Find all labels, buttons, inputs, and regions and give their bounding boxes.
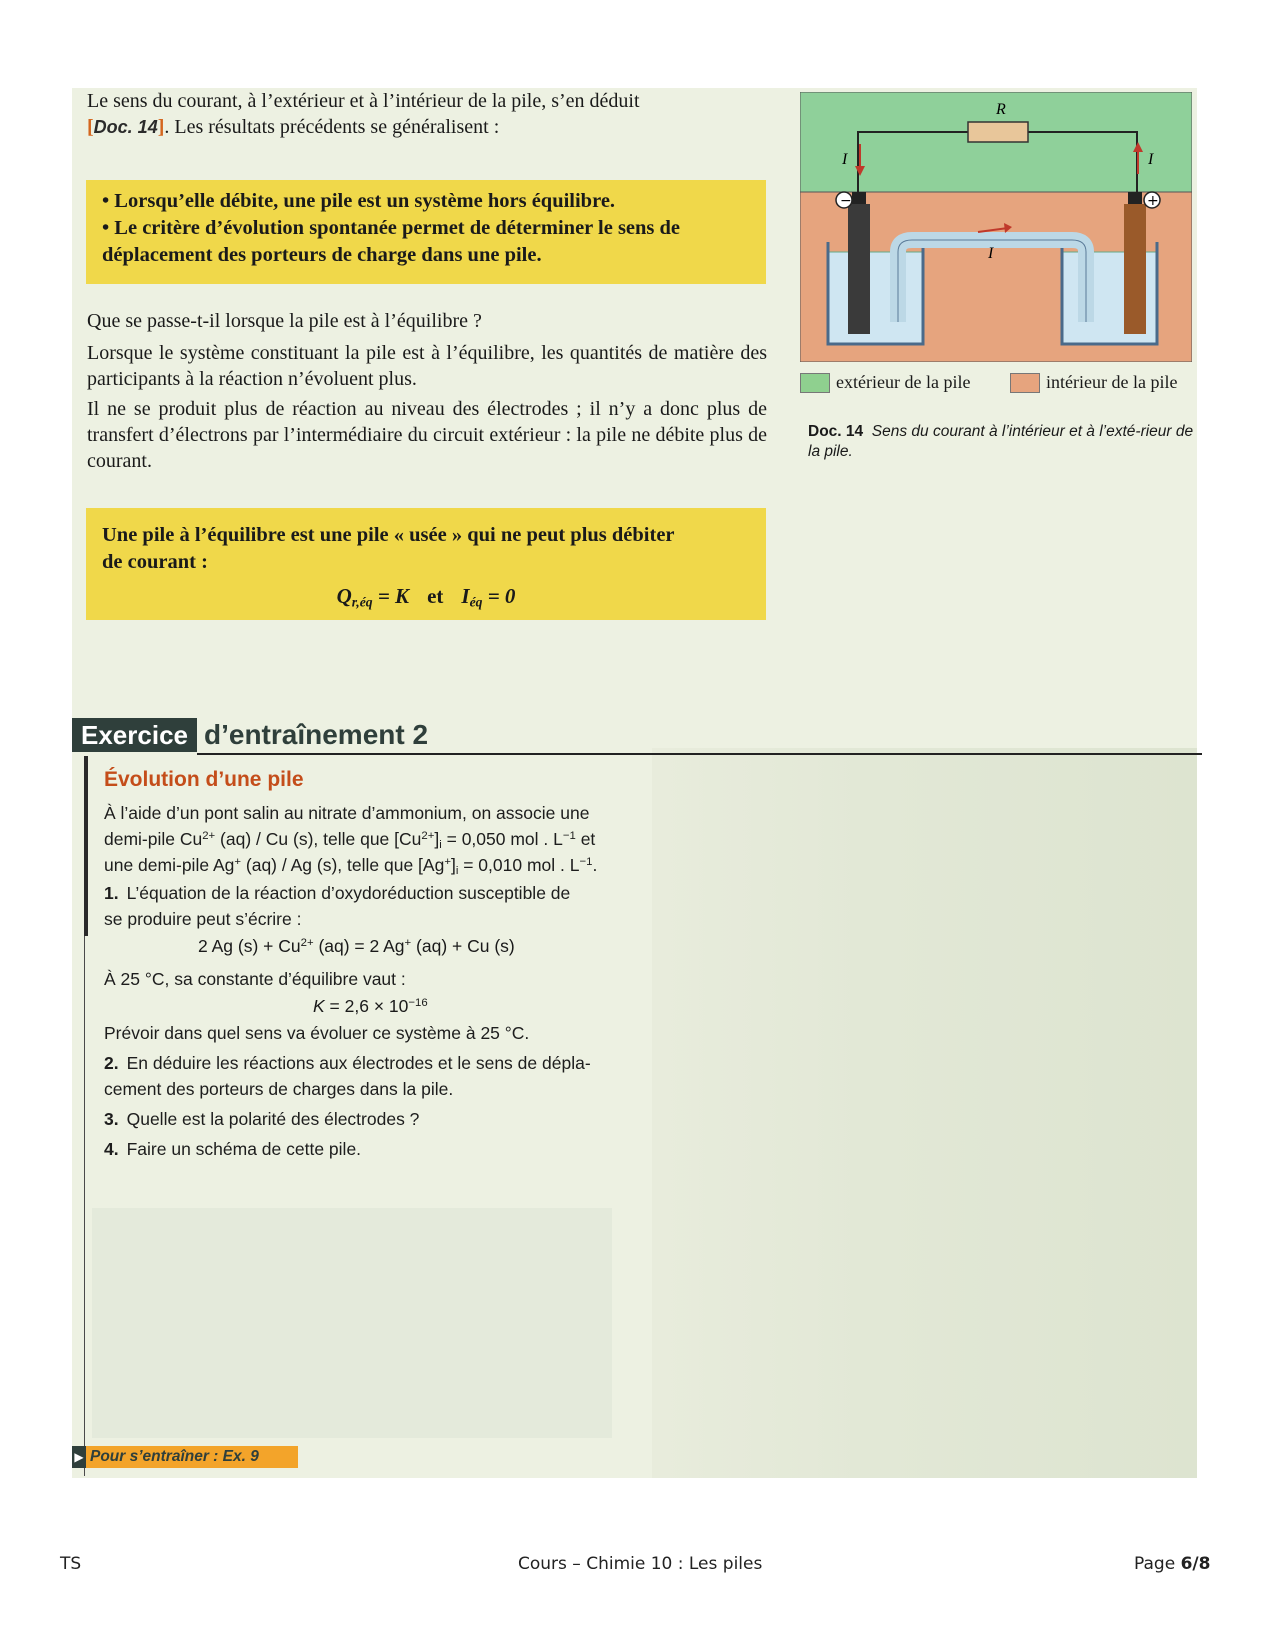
header-rule [197, 753, 1202, 755]
caption-text: Sens du courant à l’intérieur et à l’exté-rieur de la pile. [808, 423, 1194, 460]
page-number: 6/8 [1180, 1554, 1211, 1574]
key-point-line: déplacement des porteurs de charge dans une pile. [102, 244, 542, 266]
electrode-negative [848, 204, 870, 334]
exercise-intro [104, 800, 644, 878]
reaction-equation [198, 936, 515, 957]
explanation-paragraph: Il ne se produit plus de réaction au niveau des électrodes ; il n’y a donc plus de transfert d’électrons par l’intermédiaire du circuit extérieur : la pile ne débite plus de courant. [87, 398, 767, 472]
charge: 2+ [202, 829, 216, 842]
question-text: L’équation de la réaction d’oxydoréduction susceptible de [126, 883, 571, 903]
caption-doc-label: Doc. 14 [808, 423, 864, 440]
current-label: I [1148, 151, 1154, 168]
eq-part: 2 Ag (s) + Cu [198, 936, 301, 956]
charge: 2+ [300, 936, 314, 949]
text: (aq) / Ag (s), telle que [Ag [241, 855, 445, 875]
subscript: i [439, 838, 442, 851]
legend-exterior [800, 372, 970, 393]
text: . [592, 855, 598, 875]
current-label: I [842, 151, 848, 168]
text: demi-pile Cu [104, 829, 203, 849]
question-text: En déduire les réactions aux électrodes et le sens de dépla- [126, 1053, 591, 1073]
footer-page [1134, 1554, 1210, 1574]
text: = 0,010 mol . L [458, 855, 580, 875]
text: = 0,050 mol . L [441, 829, 563, 849]
subscript: i [455, 864, 459, 877]
question-text: Quelle est la polarité des électrodes ? [126, 1109, 420, 1129]
conjunction: et [427, 584, 444, 608]
exponent: −1 [579, 855, 593, 868]
current-label: I [988, 245, 994, 262]
clip [1128, 192, 1142, 204]
legend-interior [1010, 372, 1177, 393]
legend-swatch [800, 373, 830, 393]
exercise-sidebar-thin [84, 936, 85, 1476]
text: ] [450, 855, 456, 875]
figure-caption [808, 422, 1198, 462]
bleed-through-area [652, 748, 1197, 1478]
exercise-line [104, 826, 644, 852]
cell-diagram [800, 92, 1192, 362]
exercise-title: d’entraînement 2 [204, 719, 429, 750]
exercise-header [72, 718, 1202, 754]
key-point-box [86, 180, 766, 284]
question-4 [104, 1136, 644, 1162]
question-text: Faire un schéma de cette pile. [126, 1139, 362, 1159]
q-symbol: Q [336, 584, 352, 608]
legend-swatch [1010, 373, 1040, 393]
exercise-sidebar [84, 756, 88, 936]
key-point-line: • Le critère d’évolution spontanée permet de déterminer le sens de [102, 217, 681, 239]
charge: 2+ [421, 829, 435, 842]
eq-part: (aq) + Cu (s) [411, 936, 515, 956]
practice-label: Pour s’entraîner : Ex. 9 [90, 1448, 259, 1465]
text: (aq) / Cu (s), telle que [Cu [215, 829, 422, 849]
intro-line: . Les résultats précédents se généralisent : [164, 116, 500, 138]
i-symbol: I [461, 584, 470, 608]
question-text: cement des porteurs de charges dans la pile. [104, 1079, 454, 1099]
equilibrium-formula [86, 584, 766, 609]
minus-sign: − [840, 193, 852, 209]
resistor [968, 122, 1028, 142]
question-number: 1. [104, 883, 119, 903]
intro-line: Le sens du courant, à l’extérieur et à l’intérieur de la pile, s’en déduit [87, 90, 640, 112]
question-text: se produire peut s’écrire : [104, 909, 302, 929]
key-point-line: • Lorsqu’elle débite, une pile est un système hors équilibre. [102, 190, 616, 212]
charge: + [404, 936, 412, 949]
section-question: Que se passe-t-il lorsque la pile est à l’équilibre ? [87, 310, 482, 332]
beaker-left [828, 252, 923, 344]
page-prefix: Page [1134, 1554, 1181, 1574]
constant-intro: À 25 °C, sa constante d’équilibre vaut : [104, 969, 406, 989]
q-subscript: r,éq [351, 594, 373, 610]
plus-sign: + [1147, 193, 1159, 209]
charge: + [234, 855, 242, 868]
equilibrium-box [86, 508, 766, 620]
question-number: 3. [104, 1109, 119, 1129]
doc-ref-bracket: [ [87, 116, 94, 138]
exponent: −1 [562, 829, 576, 842]
text: et [575, 829, 596, 849]
explanation-paragraph: Lorsque le système constituant la pile est à l’équilibre, les quantités de matière des participants à la réaction n’évoluent plus. [87, 342, 767, 390]
zero-term: = 0 [482, 584, 516, 608]
k-term: = K [372, 584, 410, 608]
chevron-right-icon: ▶ [72, 1446, 86, 1468]
doc-ref-bracket: ] [157, 116, 165, 138]
legend-label: extérieur de la pile [836, 372, 971, 392]
question-2 [104, 1050, 644, 1102]
equilibrium-constant [313, 996, 428, 1017]
exercise-tag: Exercice [72, 718, 197, 752]
resistor-label: R [996, 101, 1006, 118]
exercise-line [104, 852, 644, 878]
text: ] [434, 829, 440, 849]
charge: + [444, 855, 451, 868]
eq-part: (aq) = 2 Ag [313, 936, 405, 956]
i-subscript: éq [469, 594, 483, 610]
question-1 [104, 880, 644, 932]
k-value: = 2,6 × 10 [324, 996, 409, 1016]
footer-left: TS [60, 1554, 82, 1574]
question-number: 4. [104, 1139, 119, 1159]
electrode-positive [1124, 204, 1146, 334]
k-symbol: K [313, 996, 325, 1016]
exercise-line: À l’aide d’un pont salin au nitrate d’ammonium, on associe une [104, 803, 590, 823]
text: une demi-pile Ag [104, 855, 235, 875]
practice-link[interactable] [72, 1446, 298, 1468]
legend-label: intérieur de la pile [1046, 372, 1178, 392]
exercise-subtitle: Évolution d’une pile [104, 768, 304, 791]
clip [852, 192, 866, 204]
intro-paragraph [87, 88, 767, 140]
equilibrium-line: Une pile à l’équilibre est une pile « usée » qui ne peut plus débiter [102, 524, 675, 546]
question-number: 2. [104, 1053, 119, 1073]
footer-center: Cours – Chimie 10 : Les piles [518, 1554, 763, 1574]
doc-ref: Doc. 14 [93, 117, 158, 137]
question-3 [104, 1106, 644, 1132]
bleed-through-table [92, 1208, 612, 1438]
k-exponent: −16 [408, 996, 428, 1009]
predict-line: Prévoir dans quel sens va évoluer ce système à 25 °C. [104, 1023, 530, 1043]
equilibrium-line: de courant : [102, 551, 208, 573]
